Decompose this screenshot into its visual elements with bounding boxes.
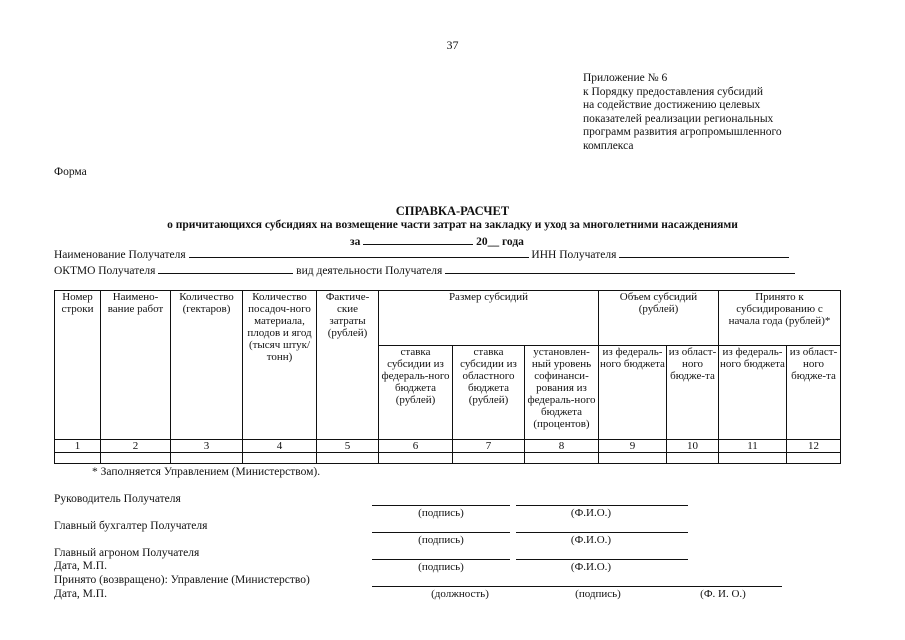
period-prefix: за <box>350 236 361 248</box>
table-cell[interactable] <box>599 453 667 464</box>
appendix-header <box>583 72 782 153</box>
agronomist-signature-line[interactable] <box>372 559 510 560</box>
activity-label: вид деятельности Получателя <box>296 265 443 277</box>
appendix-line: программ развития агропромышленного <box>583 126 782 138</box>
recipient-name-label: Наименование Получателя <box>54 249 186 261</box>
header-vol-regional: из област-ного бюдже-та <box>667 346 719 440</box>
fio-caption-final: (Ф. И. О.) <box>700 588 746 600</box>
period-line <box>350 234 524 248</box>
form-label: Форма <box>54 166 87 178</box>
period-year: 20__ года <box>476 236 524 248</box>
header-work-name: Наимено-вание работ <box>101 291 171 440</box>
table-cell[interactable] <box>525 453 599 464</box>
column-number: 1 <box>55 440 101 453</box>
appendix-line: к Порядку предоставления субсидий <box>583 85 763 98</box>
accountant-fio-line[interactable] <box>516 532 688 533</box>
table-cell[interactable] <box>719 453 787 464</box>
appendix-line: Приложение № 6 <box>583 72 668 84</box>
header-row-number: Номер строки <box>55 291 101 440</box>
oktmo-row <box>54 263 795 277</box>
agronomist-label: Главный агроном Получателя <box>54 547 200 559</box>
recipient-row <box>54 247 789 261</box>
column-number: 3 <box>171 440 243 453</box>
head-fio-caption: (Ф.И.О.) <box>570 507 612 519</box>
header-acc-federal: из федераль-ного бюджета <box>719 346 787 440</box>
activity-field[interactable] <box>445 263 795 274</box>
table-cell[interactable] <box>243 453 317 464</box>
table-cell[interactable] <box>101 453 171 464</box>
recipient-name-field[interactable] <box>189 247 529 258</box>
accepted-by-line[interactable] <box>372 586 782 587</box>
date-mp-2-label: Дата, М.П. <box>54 588 107 600</box>
signature-caption-final: (подпись) <box>575 588 621 600</box>
header-rate-federal: ставка субсидии из федераль-ного бюджета (рублей) <box>379 346 453 440</box>
table-row <box>55 453 841 464</box>
appendix-line: на содействие достижению целевых <box>583 99 761 111</box>
accepted-by-label: Принято (возвращено): Управление (Министерство) <box>54 574 310 586</box>
head-fio-line[interactable] <box>516 505 688 506</box>
agronomist-signature-caption: (подпись) <box>418 561 464 573</box>
table-cell[interactable] <box>787 453 841 464</box>
column-number: 2 <box>101 440 171 453</box>
agronomist-fio-line[interactable] <box>516 559 688 560</box>
accountant-signature-line[interactable] <box>372 532 510 533</box>
position-caption: (должность) <box>431 588 489 600</box>
accountant-label: Главный бухгалтер Получателя <box>54 520 208 532</box>
head-signature-caption: (подпись) <box>418 507 464 519</box>
column-number: 8 <box>525 440 599 453</box>
column-number: 6 <box>379 440 453 453</box>
header-accepted: Принято к субсидированию с начала года (рублей)* <box>719 291 841 346</box>
document-title: СПРАВКА-РАСЧЕТ <box>395 204 510 218</box>
column-number: 7 <box>453 440 525 453</box>
appendix-line: комплекса <box>583 139 634 152</box>
accountant-fio-caption: (Ф.И.О.) <box>570 534 612 546</box>
oktmo-field[interactable] <box>158 263 293 274</box>
header-rate-regional: ставка субсидии из областного бюджета (рублей) <box>453 346 525 440</box>
page-number: 37 <box>446 38 459 52</box>
table-cell[interactable] <box>55 453 101 464</box>
document-subtitle: о причитающихся субсидиях на возмещение части затрат на закладку и уход за многолетними насаждениями <box>167 219 738 231</box>
column-number: 10 <box>667 440 719 453</box>
header-planting-material: Количество посадоч-ного материала, плодов и ягод (тысяч штук/тонн) <box>243 291 317 440</box>
column-number: 5 <box>317 440 379 453</box>
head-signature-line[interactable] <box>372 505 510 506</box>
column-number: 9 <box>599 440 667 453</box>
header-vol-federal: из федераль-ного бюджета <box>599 346 667 440</box>
header-quantity-ha: Количество (гектаров) <box>171 291 243 440</box>
header-actual-costs: Фактиче-ские затраты (рублей) <box>317 291 379 440</box>
appendix-line: показателей реализации региональных <box>583 112 774 125</box>
header-subsidy-size: Размер субсидий <box>379 291 599 346</box>
inn-label: ИНН Получателя <box>531 249 617 261</box>
footnote: * Заполняется Управлением (Министерством). <box>92 466 321 478</box>
column-number: 12 <box>787 440 841 453</box>
head-label: Руководитель Получателя <box>54 493 181 505</box>
header-subsidy-volume: Объем субсидий (рублей) <box>599 291 719 346</box>
table-cell[interactable] <box>453 453 525 464</box>
oktmo-label: ОКТМО Получателя <box>54 265 156 277</box>
date-mp-label: Дата, М.П. <box>54 560 107 572</box>
period-blank[interactable] <box>363 234 473 245</box>
agronomist-fio-caption: (Ф.И.О.) <box>570 561 612 573</box>
table-cell[interactable] <box>667 453 719 464</box>
column-number: 4 <box>243 440 317 453</box>
table-cell[interactable] <box>171 453 243 464</box>
table-cell[interactable] <box>317 453 379 464</box>
header-cofinancing: установлен-ный уровень софинанси-рования из федераль-ного бюджета (процентов) <box>525 346 599 440</box>
header-acc-regional: из област-ного бюдже-та <box>787 346 841 440</box>
subsidy-table <box>54 290 841 464</box>
inn-field[interactable] <box>619 247 789 258</box>
column-number: 11 <box>719 440 787 453</box>
table-cell[interactable] <box>379 453 453 464</box>
accountant-signature-caption: (подпись) <box>418 534 464 546</box>
